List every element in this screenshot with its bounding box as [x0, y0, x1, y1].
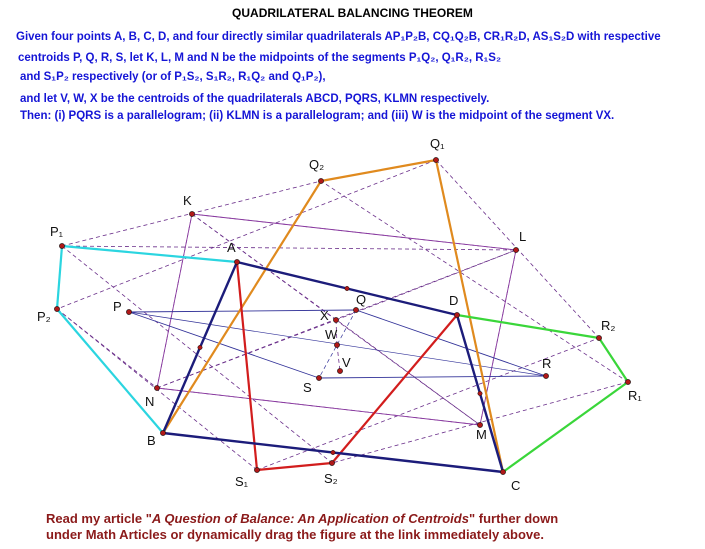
point-S1[interactable]: [254, 467, 259, 472]
quad-q-edge: [321, 160, 436, 181]
statement-line-2: centroids P, Q, R, S, let K, L, M and N be the midpoints of the segments P₁Q₂, Q₁R₂, R₁S₂: [18, 52, 502, 64]
footer-text-post: " further down: [468, 511, 559, 526]
label-M: M: [476, 427, 487, 442]
point-B[interactable]: [160, 430, 165, 435]
statement-line-4: and let V, W, X be the centroids of the quadrilaterals ABCD, PQRS, KLMN respectively.: [20, 93, 490, 105]
label-R2: R₂: [601, 318, 616, 333]
label-P: P: [113, 299, 122, 314]
statement-line-5: Then: (i) PQRS is a parallelogram; (ii) KLMN is a parallelogram; and (iii) W is the midpoint of the segment VX.: [20, 110, 615, 122]
point-Q[interactable]: [353, 307, 358, 312]
klmn-quad-edge: [157, 214, 192, 388]
label-Q1: Q₁: [430, 136, 445, 151]
label-B: B: [147, 433, 156, 448]
quad-r-edge: [457, 315, 599, 338]
label-P1: P₁: [50, 224, 64, 239]
klmn-quad-edge: [157, 388, 480, 425]
label-L: L: [519, 229, 527, 244]
klmn-quad-edge: [192, 214, 516, 250]
pqrs-quad-edge: [356, 310, 546, 376]
label-P2: P₂: [37, 309, 51, 324]
label-A: A: [227, 240, 236, 255]
point-S2[interactable]: [329, 460, 334, 465]
dashed-line: [62, 246, 516, 250]
quad-p-edge: [57, 309, 163, 433]
point-Q1[interactable]: [433, 157, 438, 162]
klmn-quad-edge: [480, 250, 516, 425]
midpoint-marker: [478, 391, 482, 395]
label-S2: S₂: [324, 471, 338, 486]
point-P2[interactable]: [54, 306, 59, 311]
point-R1[interactable]: [625, 379, 630, 384]
label-W: W: [325, 327, 338, 342]
point-R2[interactable]: [596, 335, 601, 340]
label-S1: S₁: [235, 474, 249, 489]
label-D: D: [449, 293, 459, 308]
point-R[interactable]: [543, 373, 548, 378]
quad-p-edge: [57, 246, 62, 309]
label-V: V: [342, 355, 351, 370]
dashed-line: [192, 214, 336, 320]
point-P[interactable]: [126, 309, 131, 314]
label-R1: R₁: [628, 388, 642, 403]
dashed-line: [321, 181, 628, 382]
dashed-line: [337, 345, 340, 371]
midpoint-marker: [198, 345, 202, 349]
dashed-line: [57, 309, 157, 388]
point-K[interactable]: [189, 211, 194, 216]
point-C[interactable]: [500, 469, 505, 474]
pqrs-quad-edge: [129, 312, 319, 378]
label-Q: Q: [356, 292, 367, 307]
point-X[interactable]: [333, 317, 338, 322]
label-Q2: Q₂: [309, 157, 325, 172]
quad-r-edge: [503, 382, 628, 472]
point-S[interactable]: [316, 375, 321, 380]
midpoint-marker: [345, 286, 349, 290]
statement-line-3: and S₁P₂ respectively (or of P₁S₂, S₁R₂, R₁Q₂ and Q₁P₂),: [20, 71, 326, 83]
label-X: X: [320, 308, 329, 323]
statement-line-1: Given four points A, B, C, D, and four directly similar quadrilaterals AP₁P₂B, CQ₁Q₂B, CR₁R₂D, AS₁S₂D with respective: [16, 31, 661, 43]
label-S: S: [303, 380, 312, 395]
label-C: C: [511, 478, 521, 493]
point-D[interactable]: [454, 312, 459, 317]
point-P1[interactable]: [59, 243, 64, 248]
label-R: R: [542, 356, 552, 371]
quad-s-edge: [257, 463, 332, 470]
point-Q2[interactable]: [318, 178, 323, 183]
label-N: N: [145, 394, 155, 409]
article-title-link[interactable]: A Question of Balance: An Application of Centroids: [151, 511, 469, 526]
point-A[interactable]: [234, 259, 239, 264]
quad-r-edge: [599, 338, 628, 382]
footer-line-2: under Math Articles or dynamically drag the figure at the link immediately above.: [46, 527, 544, 542]
point-L[interactable]: [513, 247, 518, 252]
page-title: QUADRILATERAL BALANCING THEOREM: [232, 6, 473, 20]
pqrs-quad-edge: [319, 376, 546, 378]
footer-line-1: [46, 511, 558, 526]
quad-s-edge: [332, 315, 457, 463]
midpoint-marker: [331, 450, 335, 454]
point-W[interactable]: [334, 342, 339, 347]
quad-s-edge: [237, 262, 257, 470]
label-K: K: [183, 193, 192, 208]
point-N[interactable]: [154, 385, 159, 390]
footer-text-pre: Read my article ": [46, 511, 152, 526]
